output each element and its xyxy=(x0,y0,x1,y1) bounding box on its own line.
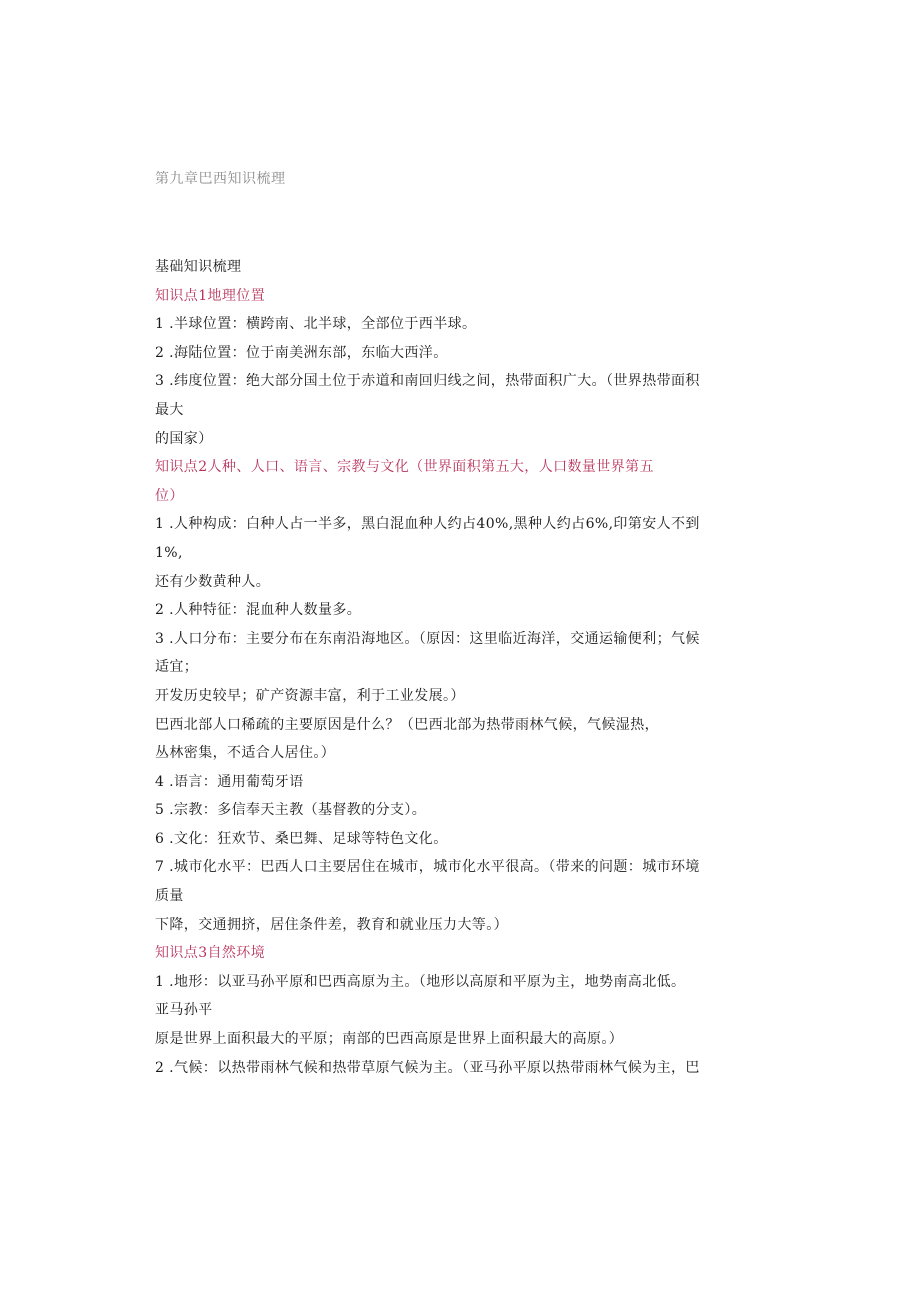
text-line: 质量 xyxy=(155,888,184,905)
text-line: 还有少数黄种人。 xyxy=(155,573,271,590)
text-line: 亚马孙平 xyxy=(155,1002,213,1019)
text-line: 1 .人种构成：白种人占一半多，黑白混血种人约占40%,黑种人约占6%,印第安人不到 xyxy=(155,516,700,533)
text-line: 最大 xyxy=(155,401,184,418)
text-line: 原是世界上面积最大的平原；南部的巴西高原是世界上面积最大的高原。） xyxy=(155,1031,624,1048)
section-heading: 知识点3自然环境 xyxy=(155,945,266,962)
text-line: 基础知识梳理 xyxy=(155,259,242,275)
text-line: 2 .海陆位置：位于南美洲东部，东临大西洋。 xyxy=(155,344,448,361)
document-body xyxy=(155,253,775,1082)
text-line: 2 .人种特征：混血种人数量多。 xyxy=(155,602,362,619)
text-line: 7 .城市化水平：巴西人口主要居住在城市，城市化水平很高。（带来的问题：城市环境 xyxy=(155,859,700,876)
text-line: 6 .文化：狂欢节、桑巴舞、足球等特色文化。 xyxy=(155,830,448,847)
document-header-title: 第九章巴西知识梳理 xyxy=(155,171,286,187)
section-heading: 位） xyxy=(155,487,184,504)
text-line: 5 .宗教：多信奉天主教（基督教的分支）。 xyxy=(155,802,427,819)
text-line: 4 .语言：通用葡萄牙语 xyxy=(155,773,304,790)
text-line: 的国家） xyxy=(155,430,213,447)
text-line: 丛林密集，不适合人居住。） xyxy=(155,745,336,762)
text-line: 巴西北部人口稀疏的主要原因是什么？（巴西北部为热带雨林气候，气候湿热， xyxy=(155,716,659,733)
text-line: 1%, xyxy=(155,544,183,561)
text-line: 1 .地形：以亚马孙平原和巴西高原为主。（地形以高原和平原为主，地势南高北低。 xyxy=(155,973,686,990)
section-heading: 知识点1地理位置 xyxy=(155,287,266,304)
text-line: 适宜； xyxy=(155,659,199,676)
text-line: 1 .半球位置：横跨南、北半球，全部位于西半球。 xyxy=(155,316,477,333)
text-line: 下降，交通拥挤，居住条件差，教育和就业压力大等。） xyxy=(155,916,508,933)
text-line: 3 .人口分布：主要分布在东南沿海地区。（原因：这里临近海洋，交通运输便利；气候 xyxy=(155,630,700,647)
section-heading: 知识点2人种、人口、语言、宗教与文化（世界面积第五大，人口数量世界第五 xyxy=(155,459,654,476)
text-line: 开发历史较早；矿产资源丰富，利于工业发展。） xyxy=(155,687,465,704)
text-line: 3 .纬度位置：绝大部分国土位于赤道和南回归线之间，热带面积广大。（世界热带面积 xyxy=(155,373,700,390)
text-line: 2 .气候：以热带雨林气候和热带草原气候为主。（亚马孙平原以热带雨林气候为主，巴 xyxy=(155,1059,700,1076)
